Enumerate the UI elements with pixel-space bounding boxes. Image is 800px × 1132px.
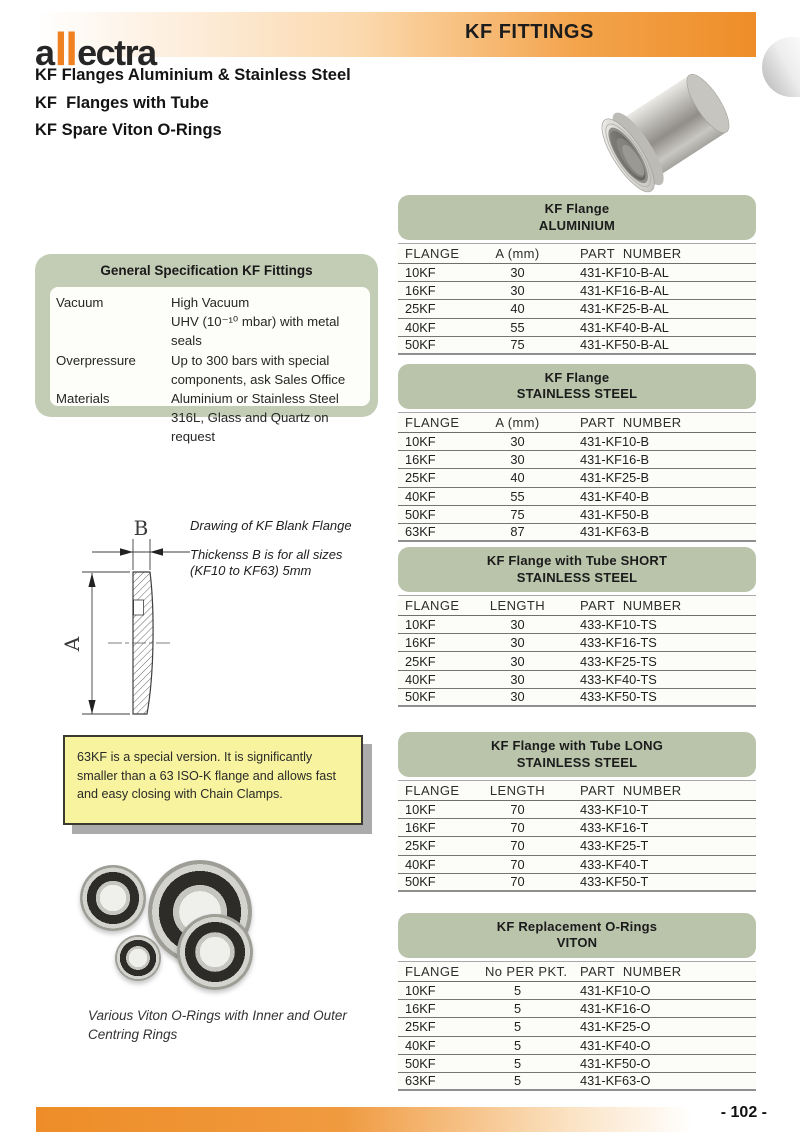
spec-row — [56, 351, 370, 389]
dim-b-label: B — [133, 516, 149, 540]
table-row — [398, 856, 756, 874]
column-header-cell-part-number: PART NUMBER — [580, 246, 682, 261]
cell-part-number: 431-KF40-B-AL — [580, 319, 669, 335]
cell-dimension: 5 — [513, 1001, 522, 1017]
drawing-title: Drawing of KF Blank Flange — [190, 518, 352, 533]
intro-line: KF Flanges with Tube — [35, 93, 209, 112]
cell-dimension: 40 — [510, 470, 525, 486]
intro-headings — [35, 62, 351, 145]
table-row — [398, 337, 756, 355]
cell-part-number: 431-KF10-B-AL — [580, 265, 669, 281]
cell-dimension: 30 — [510, 671, 525, 687]
oring-groove — [134, 600, 144, 615]
cell-part-number: 431-KF50-B — [580, 506, 649, 522]
cell-part-number: 431-KF50-B-AL — [580, 337, 669, 353]
cell-flange: 16KF — [405, 820, 436, 836]
table-row — [398, 469, 756, 487]
column-header-cell-flange: FLANGE — [405, 414, 460, 430]
spec-box-title: General Specification KF Fittings — [100, 263, 313, 278]
table-header-row — [398, 780, 756, 801]
logo-accent-bars: ll — [54, 23, 77, 75]
cell-part-number: 433-KF50-TS — [580, 689, 657, 705]
table-row — [398, 451, 756, 469]
spec-value-line: UHV (10⁻¹⁰ mbar) with metal seals — [171, 314, 340, 349]
table-row — [398, 282, 756, 300]
spec-value-line: Aluminium or Stainless Steel — [171, 391, 339, 407]
cell-part-number: 431-KF10-O — [580, 983, 651, 999]
cell-part-number: 431-KF10-B — [580, 434, 649, 450]
cell-dimension: 40 — [510, 301, 525, 317]
cell-flange: 25KF — [405, 838, 436, 854]
column-header-cell-part-number: PART NUMBER — [580, 783, 682, 798]
column-header-cell-flange: FLANGE — [405, 963, 460, 979]
cell-part-number: 431-KF50-O — [580, 1055, 651, 1071]
cell-dimension: 55 — [510, 319, 525, 335]
cell-part-number: 431-KF40-B — [580, 488, 649, 504]
table-title: KF Flange with Tube SHORT — [486, 553, 668, 569]
cell-dimension: 30 — [510, 635, 525, 651]
logo-text: ectra — [77, 32, 156, 73]
cell-flange: 40KF — [405, 319, 436, 335]
table-title: KF Flange — [544, 201, 610, 216]
spec-value-line: High Vacuum — [171, 295, 250, 310]
column-header-cell-dimension: No PER PKT. — [485, 963, 568, 979]
drawing-note-line: (KF10 to KF63) 5mm — [190, 563, 312, 578]
oring-photo-medium-large — [177, 914, 253, 990]
column-header-cell-part-number: PART NUMBER — [580, 963, 682, 979]
orings-caption-line: Centring Rings — [88, 1027, 178, 1042]
cell-flange: 50KF — [405, 337, 436, 353]
cell-part-number: 433-KF10-T — [580, 802, 649, 818]
product-table — [398, 364, 756, 542]
cell-flange: 50KF — [405, 1055, 436, 1071]
table-body — [398, 780, 756, 892]
page-title: KF FITTINGS — [465, 21, 594, 43]
table-body — [398, 595, 756, 707]
cell-part-number: 431-KF40-O — [580, 1037, 651, 1053]
table-header-row — [398, 595, 756, 616]
column-header-cell-flange: FLANGE — [405, 246, 460, 261]
spec-label: Overpressure — [56, 352, 136, 368]
cell-part-number: 431-KF16-B — [580, 452, 649, 468]
cell-flange: 16KF — [405, 1001, 436, 1017]
cell-part-number: 433-KF40-TS — [580, 671, 657, 687]
table-row — [398, 819, 756, 837]
spec-value-line: components, ask Sales Office — [171, 371, 346, 387]
cell-flange: 10KF — [405, 983, 436, 999]
table-row — [398, 652, 756, 670]
column-header-cell-part-number: PART NUMBER — [580, 414, 682, 430]
table-row — [398, 1018, 756, 1036]
cell-part-number: 431-KF16-O — [580, 1001, 651, 1017]
logo-text: a — [35, 32, 54, 73]
table-subtitle: STAINLESS STEEL — [516, 754, 638, 770]
table-subtitle: STAINLESS STEEL — [516, 569, 638, 585]
cell-flange: 50KF — [405, 506, 436, 522]
cell-flange: 40KF — [405, 671, 436, 687]
cell-part-number: 433-KF16-TS — [580, 635, 657, 651]
cell-dimension: 75 — [510, 337, 525, 353]
blank-flange-drawing — [50, 503, 395, 721]
cell-part-number: 431-KF16-B-AL — [580, 283, 669, 299]
table-body — [398, 243, 756, 355]
table-row — [398, 1073, 756, 1091]
column-header-cell-dimension: LENGTH — [489, 783, 546, 798]
spec-value-line: 316L, Glass and Quartz on request — [171, 410, 329, 445]
table-row — [398, 874, 756, 892]
table-row — [398, 264, 756, 282]
cell-flange: 25KF — [405, 1019, 436, 1035]
column-header-cell-part-number: PART NUMBER — [580, 598, 682, 614]
table-title-band — [398, 732, 756, 777]
cell-flange: 25KF — [405, 653, 436, 669]
cell-part-number: 431-KF63-O — [580, 1073, 651, 1089]
cell-dimension: 30 — [510, 283, 525, 299]
cell-dimension: 30 — [510, 434, 525, 450]
cell-flange: 16KF — [405, 452, 436, 468]
table-row — [398, 488, 756, 506]
cell-flange: 10KF — [405, 617, 436, 633]
cell-flange: 10KF — [405, 434, 436, 450]
column-header-cell-dimension: A (mm) — [495, 414, 540, 430]
cell-part-number: 433-KF50-T — [580, 874, 649, 890]
cell-part-number: 433-KF16-T — [580, 820, 649, 836]
cell-flange: 16KF — [405, 283, 436, 299]
cell-dimension: 30 — [510, 452, 525, 468]
product-table — [398, 732, 756, 892]
table-row — [398, 689, 756, 707]
cell-dimension: 5 — [513, 1055, 522, 1071]
orings-caption-line: Various Viton O-Rings with Inner and Outer — [88, 1008, 347, 1023]
kf-flange-photo — [595, 62, 760, 202]
column-header-cell-flange: FLANGE — [405, 783, 460, 798]
oring-photo-medium — [80, 865, 146, 931]
table-subtitle: VITON — [556, 935, 598, 951]
cell-flange: 50KF — [405, 689, 436, 705]
cell-flange: 63KF — [405, 524, 436, 540]
cell-part-number: 433-KF10-TS — [580, 617, 657, 633]
cell-part-number: 431-KF25-O — [580, 1019, 651, 1035]
cell-dimension: 30 — [510, 617, 525, 633]
page-number: - 102 - — [720, 1104, 767, 1121]
cell-flange: 63KF — [405, 1073, 436, 1089]
cell-flange: 25KF — [405, 301, 436, 317]
special-version-note: 63KF is a special version. It is significantly smaller than a 63 ISO-K flange and allows fast and easy closing with Chain Clamps. — [63, 735, 363, 825]
cell-flange: 50KF — [405, 874, 436, 890]
table-body — [398, 412, 756, 542]
cell-dimension: 5 — [513, 1037, 522, 1053]
table-header-row — [398, 243, 756, 264]
table-row — [398, 1000, 756, 1018]
table-row — [398, 837, 756, 855]
spec-row — [56, 389, 370, 447]
table-title: KF Replacement O-Rings — [496, 918, 658, 934]
product-table — [398, 195, 756, 355]
product-table — [398, 913, 756, 1091]
cell-dimension: 70 — [510, 802, 525, 818]
column-header-cell-flange: FLANGE — [405, 598, 460, 614]
spec-value-line: Up to 300 bars with special — [171, 352, 330, 368]
oring-photo-small — [115, 935, 161, 981]
table-row — [398, 1037, 756, 1055]
cell-dimension: 5 — [513, 1073, 522, 1089]
cell-dimension: 5 — [513, 1019, 522, 1035]
table-row — [398, 634, 756, 652]
table-title: KF Flange with Tube LONG — [490, 738, 664, 753]
table-row — [398, 524, 756, 542]
cell-part-number: 431-KF25-B — [580, 470, 649, 486]
drawing-note-line: Thickenss B is for all sizes — [190, 547, 343, 562]
table-row — [398, 801, 756, 819]
cell-dimension: 70 — [510, 874, 525, 890]
dim-a-label: A — [60, 636, 84, 652]
intro-line: KF Flanges Aluminium & Stainless Steel — [35, 66, 351, 84]
cell-part-number: 431-KF63-B — [580, 524, 649, 540]
table-title-band — [398, 195, 756, 240]
cell-part-number: 433-KF25-T — [580, 838, 649, 854]
table-row — [398, 671, 756, 689]
table-title-band — [398, 913, 756, 958]
column-header-cell-dimension: A (mm) — [495, 246, 540, 261]
cell-dimension: 70 — [510, 820, 525, 836]
general-spec-box — [35, 254, 378, 445]
cell-dimension: 5 — [513, 983, 522, 999]
table-header-row — [398, 412, 756, 433]
table-body — [398, 961, 756, 1091]
table-subtitle: STAINLESS STEEL — [516, 386, 638, 402]
cell-dimension: 30 — [510, 265, 525, 281]
spec-label: Vacuum — [56, 295, 104, 310]
spec-row — [56, 293, 370, 351]
cell-flange: 16KF — [405, 635, 436, 651]
cell-flange: 10KF — [405, 802, 436, 818]
table-row — [398, 433, 756, 451]
orings-caption — [88, 1006, 347, 1044]
cell-flange: 10KF — [405, 265, 436, 281]
cell-flange: 40KF — [405, 856, 436, 872]
table-row — [398, 616, 756, 634]
cell-part-number: 431-KF25-B-AL — [580, 301, 669, 317]
spec-box-body — [50, 287, 370, 445]
cell-dimension: 30 — [510, 689, 525, 705]
table-row — [398, 300, 756, 318]
cell-dimension: 70 — [510, 856, 525, 872]
table-title-band — [398, 364, 756, 409]
cell-part-number: 433-KF40-T — [580, 856, 649, 872]
cell-flange: 25KF — [405, 470, 436, 486]
cell-dimension: 30 — [510, 653, 525, 669]
tables-column — [398, 195, 756, 1091]
table-title-band — [398, 547, 756, 592]
cell-flange: 40KF — [405, 1037, 436, 1053]
spec-label: Materials — [56, 391, 110, 407]
intro-line: KF Spare Viton O-Rings — [35, 121, 222, 139]
column-header-cell-dimension: LENGTH — [489, 598, 546, 614]
table-header-row — [398, 961, 756, 982]
table-title: KF Flange — [544, 369, 610, 385]
table-row — [398, 506, 756, 524]
cell-flange: 40KF — [405, 488, 436, 504]
table-subtitle: ALUMINIUM — [538, 217, 616, 233]
cell-dimension: 55 — [510, 488, 525, 504]
product-table — [398, 547, 756, 707]
table-row — [398, 1055, 756, 1073]
thumb-index-tab — [762, 37, 800, 97]
cell-part-number: 433-KF25-TS — [580, 653, 657, 669]
cell-dimension: 87 — [510, 524, 525, 540]
table-row — [398, 319, 756, 337]
cell-dimension: 70 — [510, 838, 525, 854]
table-row — [398, 982, 756, 1000]
cell-dimension: 75 — [510, 506, 525, 522]
footer-banner — [36, 1107, 800, 1132]
